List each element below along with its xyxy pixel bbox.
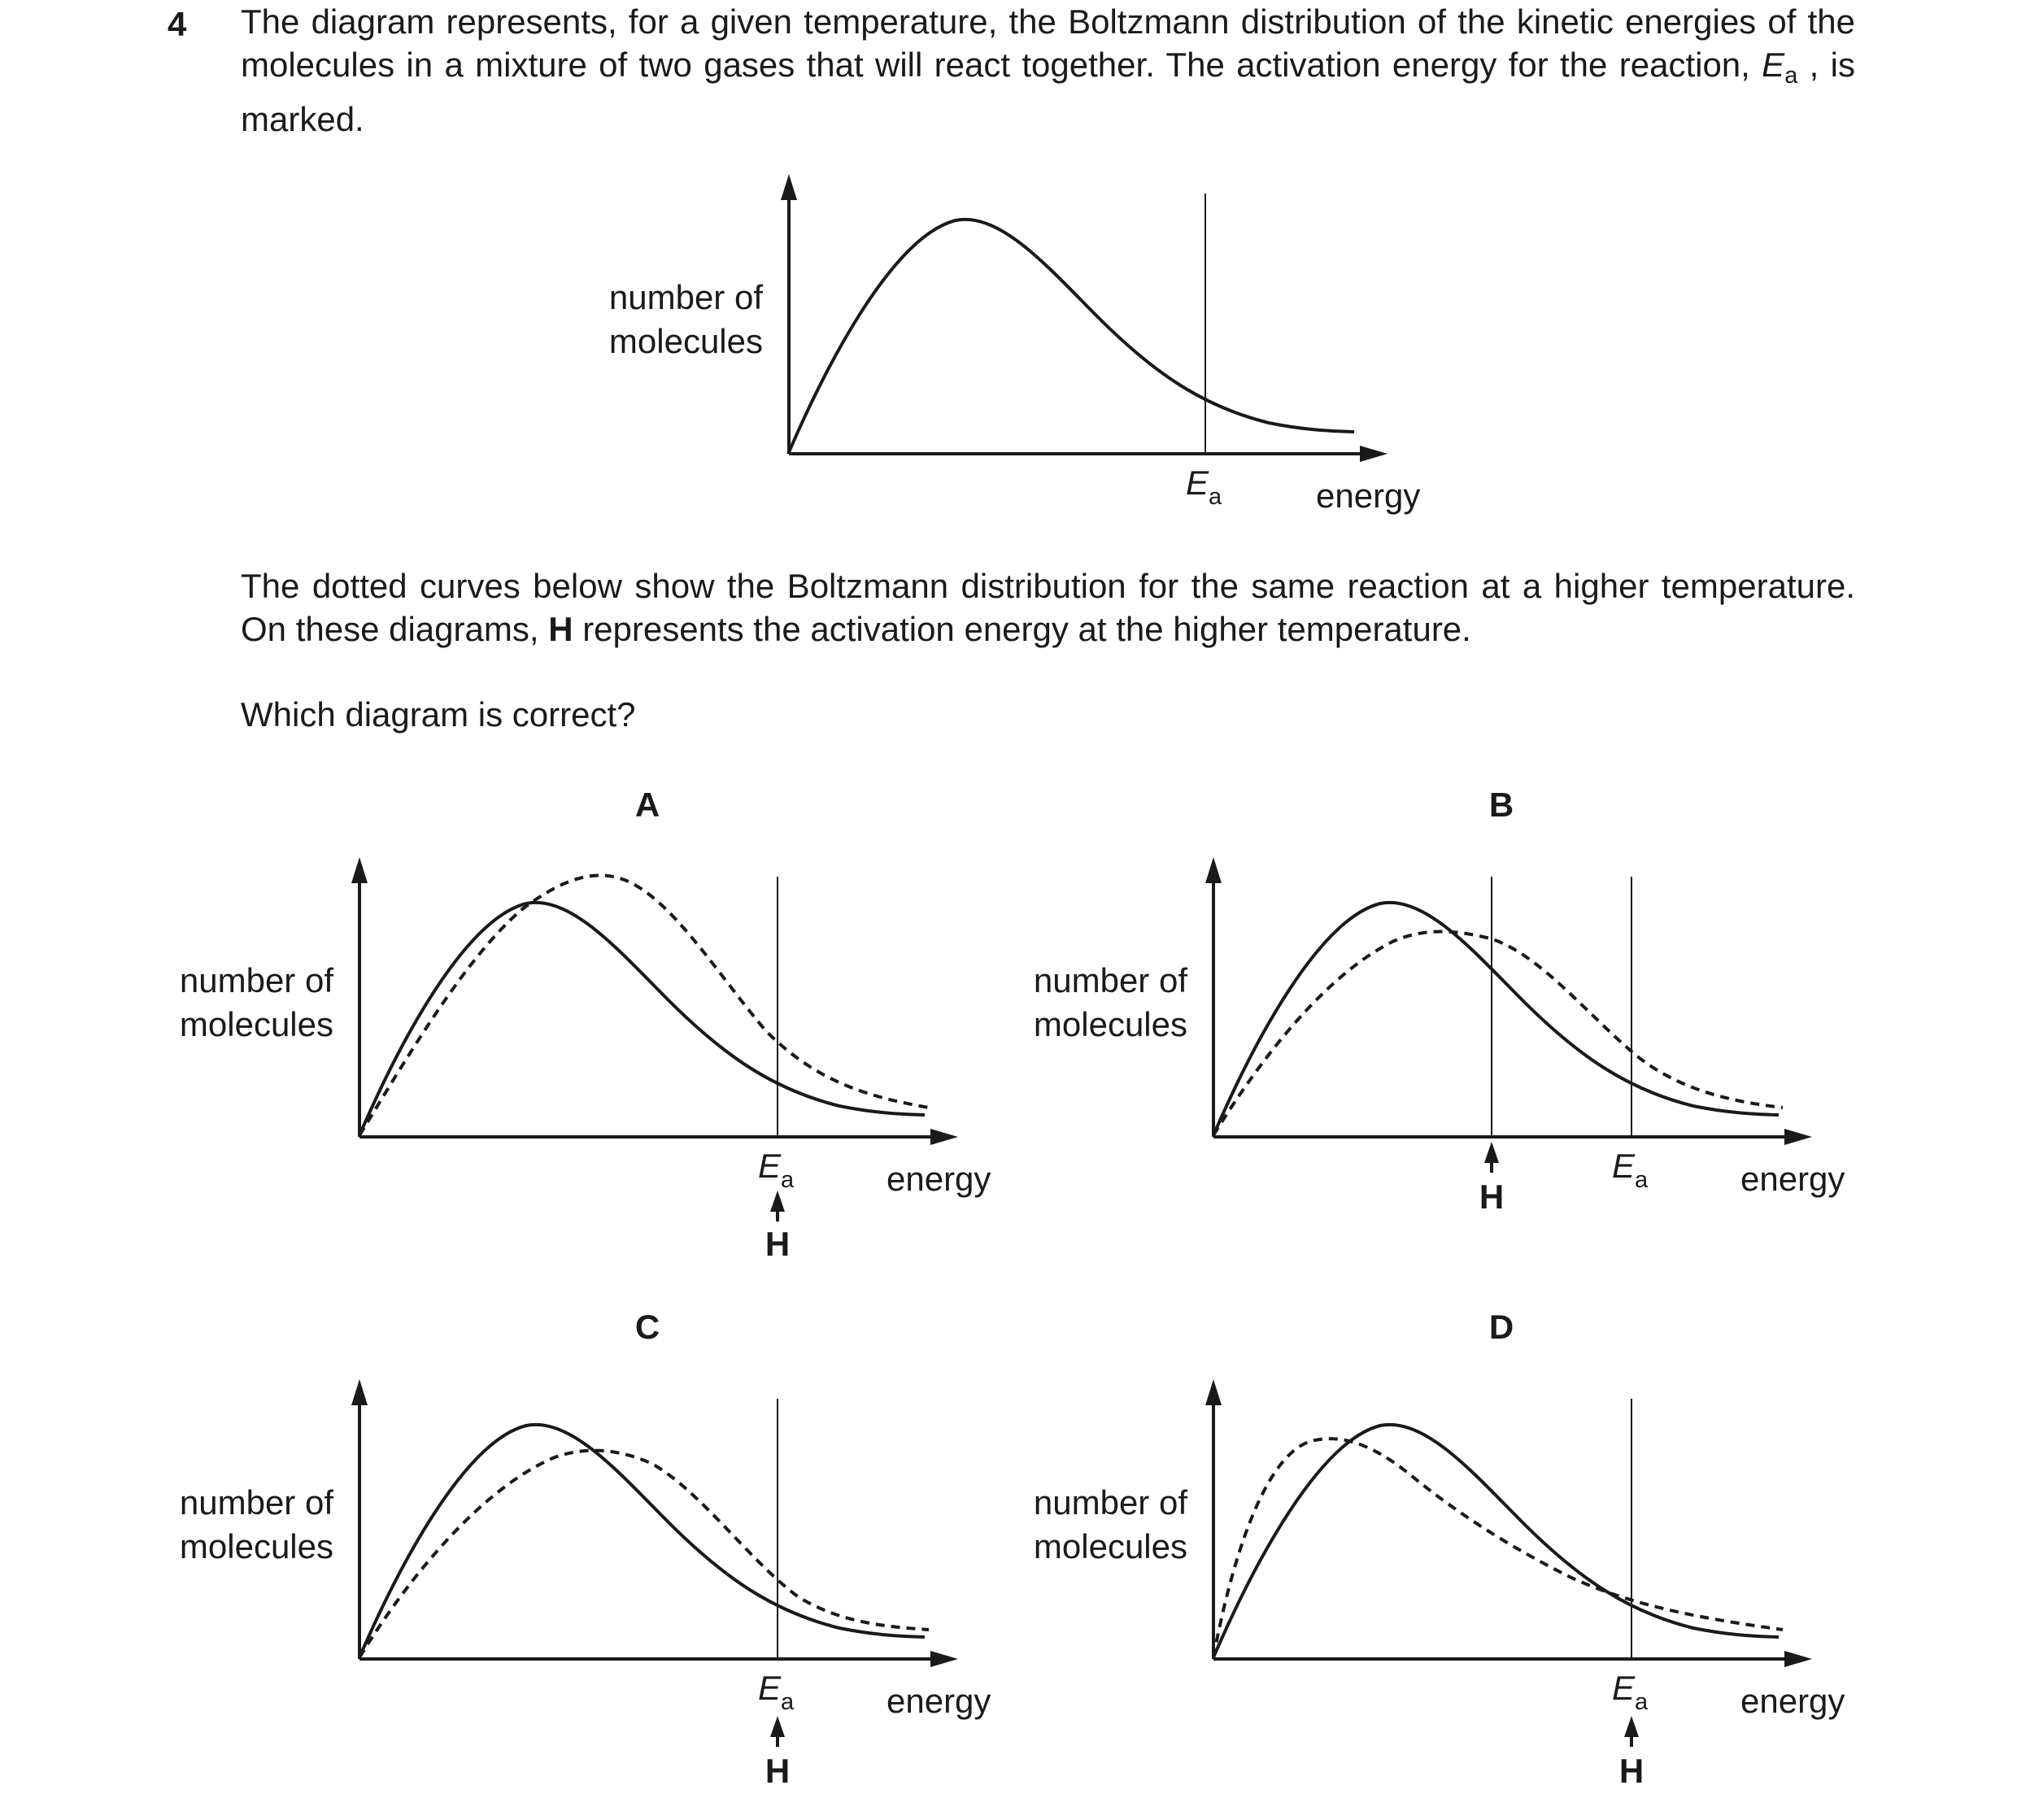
main-distribution-curve xyxy=(789,220,1354,452)
diagram-d xyxy=(1034,1308,1845,1790)
b-h-label: H xyxy=(1479,1178,1505,1216)
b-ea-subscript: a xyxy=(1635,1167,1649,1193)
a-h-arrowhead xyxy=(770,1191,785,1212)
diagram-b xyxy=(1034,786,1845,1216)
d-y-label-line2: molecules xyxy=(1033,1527,1187,1565)
d-solid-curve xyxy=(1213,1425,1779,1657)
diagram-a xyxy=(180,786,991,1263)
c-ea-subscript: a xyxy=(781,1689,795,1715)
a-y-label-line2: molecules xyxy=(179,1005,333,1043)
question-description-run: The dotted curves below show the Boltzmann distribution for the same reaction at a higher temperature. On these diagrams, xyxy=(241,567,1855,648)
option-b-label: B xyxy=(1488,786,1514,824)
c-y-arrowhead xyxy=(351,1379,368,1405)
a-solid-curve xyxy=(359,903,925,1135)
d-x-label: energy xyxy=(1740,1682,1845,1720)
question-intro-run: The diagram represents, for a given temperature, the Boltzmann distribution of the kinetic energies of the molecules in a mixture of two gases that will react together. The activation energy for the reaction, xyxy=(241,2,1855,84)
option-a-label: A xyxy=(634,786,660,824)
d-h-label: H xyxy=(1618,1752,1645,1790)
d-y-arrowhead xyxy=(1205,1379,1222,1405)
a-ea-label xyxy=(758,1147,795,1193)
question-description-run: represents the activation energy at the higher temperature. xyxy=(573,610,1471,648)
b-dotted-curve xyxy=(1213,932,1783,1136)
c-dotted-curve xyxy=(359,1451,929,1657)
main-x-label: energy xyxy=(1316,477,1421,515)
c-y-label-line2: molecules xyxy=(179,1527,333,1565)
c-ea-symbol: E xyxy=(758,1669,782,1707)
main-ea-subscript: a xyxy=(1209,484,1222,510)
option-c-label: C xyxy=(634,1308,660,1346)
question-prompt: Which diagram is correct? xyxy=(241,695,636,734)
d-ea-subscript: a xyxy=(1635,1689,1649,1715)
main-diagram xyxy=(609,174,1421,515)
b-x-arrowhead xyxy=(1784,1129,1812,1145)
c-y-label-line1: number of xyxy=(179,1483,333,1522)
d-h-arrowhead xyxy=(1624,1716,1639,1737)
a-x-label: energy xyxy=(887,1160,991,1198)
d-x-arrowhead xyxy=(1784,1651,1812,1667)
main-ea-symbol: E xyxy=(1186,464,1209,502)
b-h-arrowhead xyxy=(1484,1142,1499,1163)
main-ea-label xyxy=(1186,464,1222,510)
b-y-label-line1: number of xyxy=(1033,961,1187,999)
a-ea-symbol: E xyxy=(758,1147,782,1185)
a-x-arrowhead xyxy=(930,1129,958,1145)
c-h-arrowhead xyxy=(770,1716,785,1737)
diagram-c xyxy=(180,1308,991,1790)
question-description-run: H xyxy=(548,610,573,648)
b-ea-label xyxy=(1612,1147,1649,1193)
a-ea-subscript: a xyxy=(781,1167,795,1193)
question-intro-run: a xyxy=(1784,63,1798,89)
c-h-label: H xyxy=(765,1752,791,1790)
c-ea-label xyxy=(758,1669,795,1715)
b-ea-symbol: E xyxy=(1612,1147,1636,1185)
main-y-label-line1: number of xyxy=(608,278,763,316)
a-h-label: H xyxy=(765,1225,791,1263)
d-ea-label xyxy=(1612,1669,1649,1715)
option-d-label: D xyxy=(1488,1308,1514,1346)
c-x-label: energy xyxy=(887,1682,991,1720)
question-number: 4 xyxy=(168,5,187,43)
a-y-arrowhead xyxy=(351,857,368,883)
main-y-label-line2: molecules xyxy=(608,322,763,360)
a-y-label-line1: number of xyxy=(179,961,333,999)
d-dotted-curve xyxy=(1213,1439,1783,1657)
c-x-arrowhead xyxy=(930,1651,958,1667)
question-intro-run: E xyxy=(1762,46,1785,84)
b-y-arrowhead xyxy=(1205,857,1222,883)
main-y-arrowhead xyxy=(781,174,797,200)
d-ea-symbol: E xyxy=(1612,1669,1636,1707)
b-x-label: energy xyxy=(1740,1160,1845,1198)
d-y-label-line1: number of xyxy=(1033,1483,1187,1522)
question-intro-run: , is marked. xyxy=(241,46,1856,138)
a-dotted-curve xyxy=(359,875,929,1135)
main-x-arrowhead xyxy=(1360,446,1388,462)
b-y-label-line2: molecules xyxy=(1033,1005,1187,1043)
